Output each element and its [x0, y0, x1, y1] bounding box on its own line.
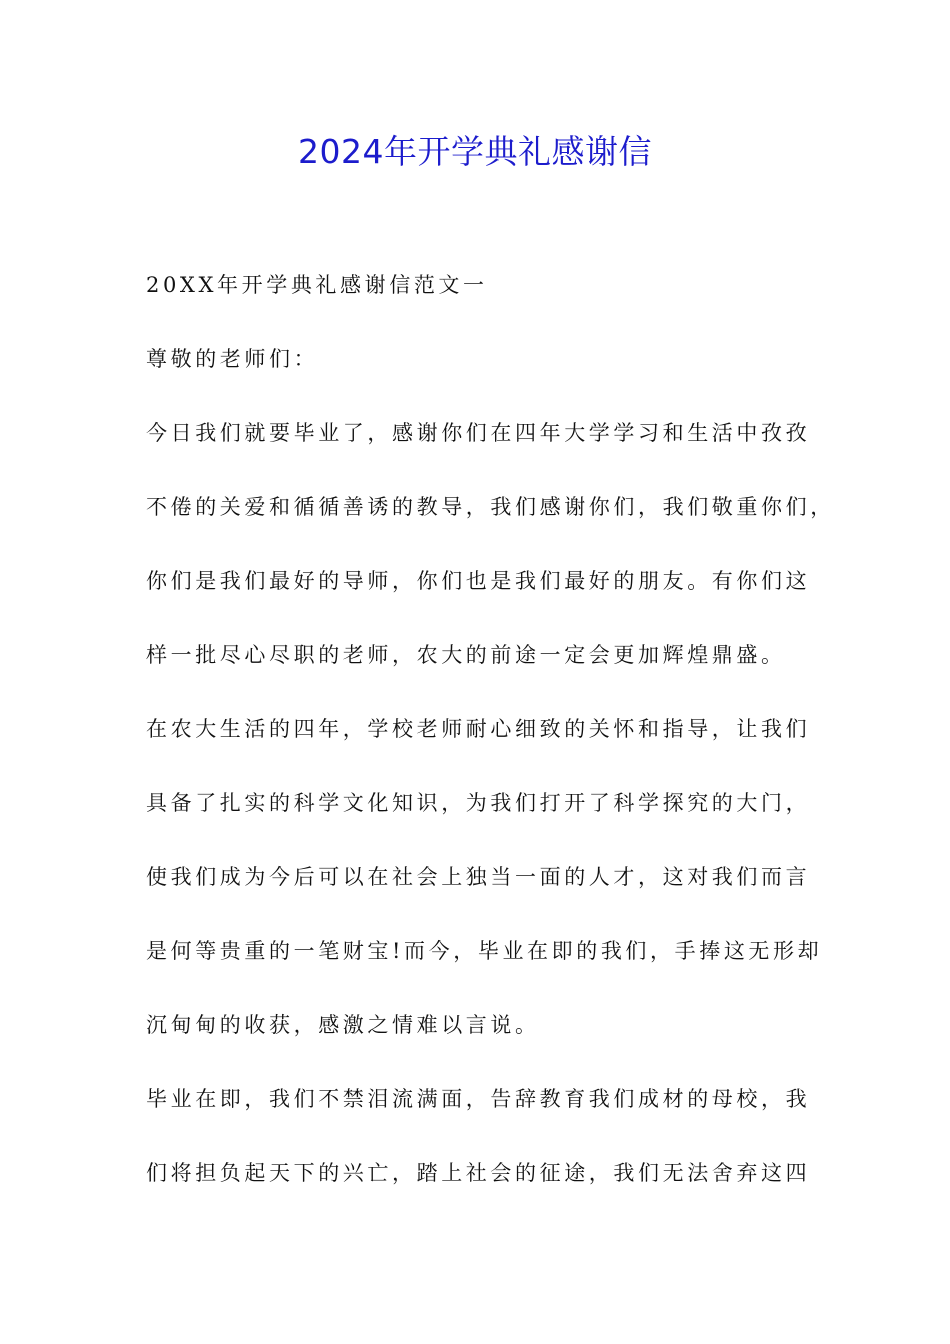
- letter-line: 20XX年开学典礼感谢信范文一: [146, 273, 488, 297]
- letter-line: 沉甸甸的收获，感激之情难以言说。: [146, 1013, 540, 1037]
- letter-line: 你们是我们最好的导师，你们也是我们最好的朋友。有你们这: [146, 569, 811, 593]
- letter-body: [146, 260, 835, 1222]
- letter-line: 样一批尽心尽职的老师，农大的前途一定会更加辉煌鼎盛。: [146, 643, 786, 667]
- letter-line: 毕业在即，我们不禁泪流满面，告辞教育我们成材的母校，我: [146, 1087, 811, 1111]
- letter-line: 今日我们就要毕业了，感谢你们在四年大学学习和生活中孜孜: [146, 421, 811, 445]
- page-title: 2024年开学典礼感谢信: [298, 132, 652, 171]
- letter-line: 是何等贵重的一笔财宝!而今，毕业在即的我们，手捧这无形却: [146, 939, 823, 963]
- letter-line: 在农大生活的四年，学校老师耐心细致的关怀和指导，让我们: [146, 717, 811, 741]
- letter-line: 尊敬的老师们：: [146, 347, 319, 371]
- letter-line: 不倦的关爱和循循善诱的教导，我们感谢你们，我们敬重你们，: [146, 495, 835, 519]
- letter-line: 具备了扎实的科学文化知识，为我们打开了科学探究的大门，: [146, 791, 811, 815]
- letter-line: 们将担负起天下的兴亡，踏上社会的征途，我们无法舍弃这四: [146, 1161, 811, 1185]
- letter-line: 使我们成为今后可以在社会上独当一面的人才，这对我们而言: [146, 865, 811, 889]
